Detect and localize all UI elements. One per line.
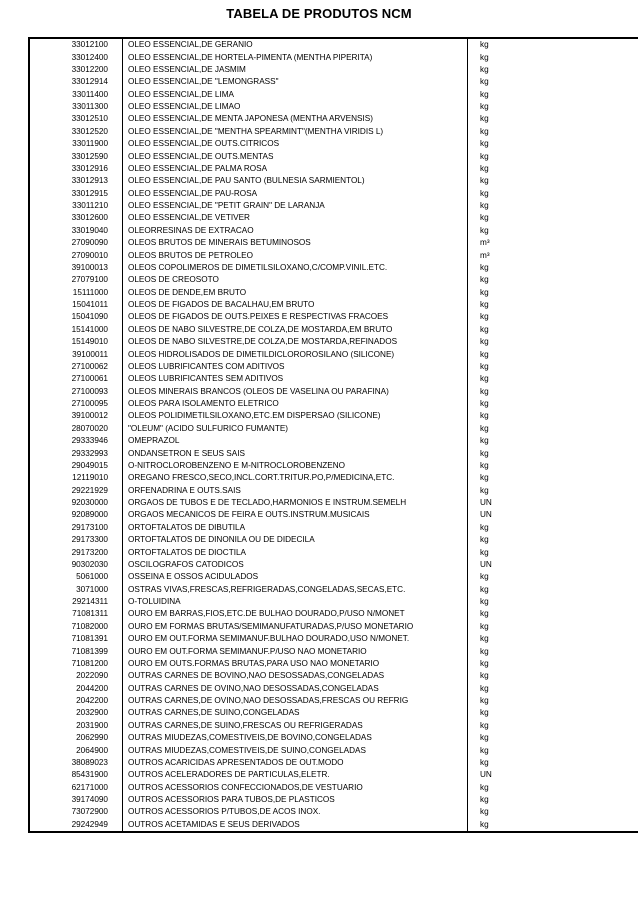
product-description: OLEO ESSENCIAL,DE "PETIT GRAIN" DE LARANJA: [123, 200, 468, 212]
product-description: OLEOS POLIDIMETILSILOXANO,ETC.EM DISPERSAO (SILICONE): [123, 410, 468, 422]
ncm-code: 38089023: [29, 757, 123, 769]
unit-of-measure: kg: [468, 398, 638, 410]
unit-of-measure: kg: [468, 546, 638, 558]
unit-of-measure: kg: [468, 101, 638, 113]
table-row: [29, 670, 638, 682]
ncm-code: 33012913: [29, 175, 123, 187]
table-row: [29, 720, 638, 732]
unit-of-measure: kg: [468, 608, 638, 620]
table-row: [29, 212, 638, 224]
table-row: [29, 237, 638, 249]
ncm-code: 62171000: [29, 782, 123, 794]
table-row: [29, 287, 638, 299]
ncm-code: 92089000: [29, 509, 123, 521]
table-row: [29, 423, 638, 435]
table-row: [29, 126, 638, 138]
table-row: [29, 794, 638, 806]
product-description: OLEOS DE FIGADOS DE BACALHAU,EM BRUTO: [123, 299, 468, 311]
ncm-code: 33012600: [29, 212, 123, 224]
product-description: OUTRAS CARNES,DE OVINO,NAO DESOSSADAS,FRESCAS OU REFRIG: [123, 695, 468, 707]
ncm-code: 33012914: [29, 76, 123, 88]
table-row: [29, 76, 638, 88]
table-row: [29, 51, 638, 63]
product-description: OLEOS COPOLIMEROS DE DIMETILSILOXANO,C/COMP.VINIL.ETC.: [123, 262, 468, 274]
unit-of-measure: kg: [468, 373, 638, 385]
unit-of-measure: kg: [468, 695, 638, 707]
unit-of-measure: kg: [468, 348, 638, 360]
product-description: OUTRAS CARNES,DE SUINO,FRESCAS OU REFRIGERADAS: [123, 720, 468, 732]
ncm-code: 27079100: [29, 274, 123, 286]
unit-of-measure: kg: [468, 670, 638, 682]
ncm-code: 71081200: [29, 658, 123, 670]
table-row: [29, 336, 638, 348]
ncm-code: 15141000: [29, 324, 123, 336]
table-row: [29, 324, 638, 336]
table-row: [29, 497, 638, 509]
ncm-code: 29333946: [29, 435, 123, 447]
unit-of-measure: kg: [468, 819, 638, 832]
product-description: OSCILOGRAFOS CATODICOS: [123, 559, 468, 571]
product-description: OLEO ESSENCIAL,DE LIMA: [123, 89, 468, 101]
product-description: OLEO ESSENCIAL,DE OUTS.CITRICOS: [123, 138, 468, 150]
ncm-code: 33011900: [29, 138, 123, 150]
ncm-code: 27100095: [29, 398, 123, 410]
ncm-code: 33012915: [29, 188, 123, 200]
table-row: [29, 571, 638, 583]
table-row: [29, 410, 638, 422]
product-description: OLEO ESSENCIAL,DE "LEMONGRASS": [123, 76, 468, 88]
table-row: [29, 89, 638, 101]
ncm-code: 71081311: [29, 608, 123, 620]
ncm-code: 27090090: [29, 237, 123, 249]
table-row: [29, 150, 638, 162]
ncm-code: 2042200: [29, 695, 123, 707]
unit-of-measure: kg: [468, 287, 638, 299]
product-description: OSTRAS VIVAS,FRESCAS,REFRIGERADAS,CONGELADAS,SECAS,ETC.: [123, 584, 468, 596]
ncm-code: 71081391: [29, 633, 123, 645]
table-row: [29, 188, 638, 200]
product-description: OLEO ESSENCIAL,DE PALMA ROSA: [123, 163, 468, 175]
unit-of-measure: kg: [468, 113, 638, 125]
ncm-code: 39100011: [29, 348, 123, 360]
table-row: [29, 645, 638, 657]
product-description: ORGAOS DE TUBOS E DE TECLADO,HARMONIOS E INSTRUM.SEMELH: [123, 497, 468, 509]
unit-of-measure: UN: [468, 559, 638, 571]
table-row: [29, 819, 638, 832]
product-description: OLEO ESSENCIAL,DE MENTA JAPONESA (MENTHA ARVENSIS): [123, 113, 468, 125]
ncm-code: 29173300: [29, 534, 123, 546]
table-row: [29, 262, 638, 274]
unit-of-measure: kg: [468, 744, 638, 756]
ncm-code: 5061000: [29, 571, 123, 583]
unit-of-measure: kg: [468, 188, 638, 200]
ncm-code: 15149010: [29, 336, 123, 348]
unit-of-measure: kg: [468, 485, 638, 497]
product-description: ORTOFTALATOS DE DIBUTILA: [123, 522, 468, 534]
ncm-code: 2064900: [29, 744, 123, 756]
unit-of-measure: m³: [468, 249, 638, 261]
product-description: OLEO ESSENCIAL,DE LIMAO: [123, 101, 468, 113]
unit-of-measure: kg: [468, 472, 638, 484]
unit-of-measure: kg: [468, 460, 638, 472]
product-description: OLEOS DE CREOSOTO: [123, 274, 468, 286]
unit-of-measure: kg: [468, 596, 638, 608]
table-row: [29, 621, 638, 633]
table-row: [29, 163, 638, 175]
table-row: [29, 200, 638, 212]
product-description: OLEOS DE NABO SILVESTRE,DE COLZA,DE MOSTARDA,REFINADOS: [123, 336, 468, 348]
product-description: OLEO ESSENCIAL,DE HORTELA-PIMENTA (MENTHA PIPERITA): [123, 51, 468, 63]
table-row: [29, 435, 638, 447]
unit-of-measure: kg: [468, 707, 638, 719]
product-description: OLEOS MINERAIS BRANCOS (OLEOS DE VASELINA OU PARAFINA): [123, 386, 468, 398]
unit-of-measure: kg: [468, 571, 638, 583]
ncm-code: 27090010: [29, 249, 123, 261]
ncm-code: 27100061: [29, 373, 123, 385]
ncm-code: 3071000: [29, 584, 123, 596]
product-description: OLEO ESSENCIAL,DE "MENTHA SPEARMINT"(MENTHA VIRIDIS L): [123, 126, 468, 138]
product-description: OUTRAS CARNES DE BOVINO,NAO DESOSSADAS,CONGELADAS: [123, 670, 468, 682]
ncm-code: 71082000: [29, 621, 123, 633]
product-description: OMEPRAZOL: [123, 435, 468, 447]
product-description: OUTROS ACESSORIOS PARA TUBOS,DE PLASTICOS: [123, 794, 468, 806]
table-row: [29, 707, 638, 719]
ncm-code: 29214311: [29, 596, 123, 608]
table-row: [29, 299, 638, 311]
table-row: [29, 757, 638, 769]
ncm-code: 33012100: [29, 38, 123, 51]
ncm-table: [28, 37, 638, 833]
unit-of-measure: kg: [468, 720, 638, 732]
table-row: [29, 249, 638, 261]
table-row: [29, 782, 638, 794]
product-description: OURO EM OUT.FORMA SEMIMANUF.P/USO NAO MONETARIO: [123, 645, 468, 657]
unit-of-measure: kg: [468, 89, 638, 101]
unit-of-measure: kg: [468, 225, 638, 237]
product-description: OLEO ESSENCIAL,DE PAU SANTO (BULNESIA SARMIENTOL): [123, 175, 468, 187]
table-row: [29, 398, 638, 410]
ncm-code: 27100093: [29, 386, 123, 398]
ncm-code: 12119010: [29, 472, 123, 484]
ncm-code: 73072900: [29, 806, 123, 818]
unit-of-measure: kg: [468, 126, 638, 138]
page-title: TABELA DE PRODUTOS NCM: [226, 6, 412, 21]
product-description: OUTROS ACARICIDAS APRESENTADOS DE OUT.MODO: [123, 757, 468, 769]
table-row: [29, 744, 638, 756]
unit-of-measure: kg: [468, 212, 638, 224]
unit-of-measure: kg: [468, 324, 638, 336]
unit-of-measure: kg: [468, 782, 638, 794]
unit-of-measure: UN: [468, 497, 638, 509]
product-description: OLEOS LUBRIFICANTES COM ADITIVOS: [123, 361, 468, 373]
unit-of-measure: kg: [468, 386, 638, 398]
table-row: [29, 522, 638, 534]
ncm-code: 29173100: [29, 522, 123, 534]
ncm-code: 33012590: [29, 150, 123, 162]
ncm-code: 39100012: [29, 410, 123, 422]
product-description: OUTROS ACESSORIOS P/TUBOS,DE ACOS INOX.: [123, 806, 468, 818]
table-row: [29, 113, 638, 125]
product-description: OLEO ESSENCIAL,DE GERANIO: [123, 38, 468, 51]
ncm-code: 29173200: [29, 546, 123, 558]
table-row: [29, 769, 638, 781]
unit-of-measure: kg: [468, 683, 638, 695]
product-description: OLEO ESSENCIAL,DE VETIVER: [123, 212, 468, 224]
table-row: [29, 460, 638, 472]
product-description: O-TOLUIDINA: [123, 596, 468, 608]
unit-of-measure: kg: [468, 584, 638, 596]
product-description: ORTOFTALATOS DE DIOCTILA: [123, 546, 468, 558]
product-description: OLEOS LUBRIFICANTES SEM ADITIVOS: [123, 373, 468, 385]
product-description: OUTRAS CARNES,DE SUINO,CONGELADAS: [123, 707, 468, 719]
product-description: OUTRAS CARNES DE OVINO,NAO DESOSSADAS,CONGELADAS: [123, 683, 468, 695]
unit-of-measure: kg: [468, 621, 638, 633]
table-row: [29, 596, 638, 608]
ncm-code: 39100013: [29, 262, 123, 274]
unit-of-measure: m³: [468, 237, 638, 249]
ncm-code: 2022090: [29, 670, 123, 682]
product-description: ORTOFTALATOS DE DINONILA OU DE DIDECILA: [123, 534, 468, 546]
product-description: OREGANO FRESCO,SECO,INCL.CORT.TRITUR.PO,P/MEDICINA,ETC.: [123, 472, 468, 484]
table-row: [29, 559, 638, 571]
product-description: OLEOS BRUTOS DE PETROLEO: [123, 249, 468, 261]
table-row: [29, 534, 638, 546]
ncm-code: 15111000: [29, 287, 123, 299]
unit-of-measure: kg: [468, 200, 638, 212]
ncm-code: 2032900: [29, 707, 123, 719]
table-row: [29, 608, 638, 620]
table-row: [29, 806, 638, 818]
table-row: [29, 311, 638, 323]
unit-of-measure: kg: [468, 410, 638, 422]
product-description: "OLEUM" (ACIDO SULFURICO FUMANTE): [123, 423, 468, 435]
unit-of-measure: kg: [468, 138, 638, 150]
unit-of-measure: kg: [468, 447, 638, 459]
ncm-code: 28070020: [29, 423, 123, 435]
ncm-code: 29242949: [29, 819, 123, 832]
table-row: [29, 509, 638, 521]
table-row: [29, 64, 638, 76]
unit-of-measure: kg: [468, 38, 638, 51]
ncm-code: 2044200: [29, 683, 123, 695]
product-description: OURO EM BARRAS,FIOS,ETC.DE BULHAO DOURADO,P/USO N/MONET: [123, 608, 468, 620]
table-row: [29, 138, 638, 150]
ncm-code: 27100062: [29, 361, 123, 373]
product-description: OLEOS HIDROLISADOS DE DIMETILDICLOROROSILANO (SILICONE): [123, 348, 468, 360]
unit-of-measure: kg: [468, 361, 638, 373]
product-description: OURO EM OUTS.FORMAS BRUTAS,PARA USO NAO MONETARIO: [123, 658, 468, 670]
product-description: ORGAOS MECANICOS DE FEIRA E OUTS.INSTRUM.MUSICAIS: [123, 509, 468, 521]
product-description: OUTRAS MIUDEZAS,COMESTIVEIS,DE SUINO,CONGELADAS: [123, 744, 468, 756]
product-description: OUTROS ACELERADORES DE PARTICULAS,ELETR.: [123, 769, 468, 781]
unit-of-measure: kg: [468, 299, 638, 311]
unit-of-measure: kg: [468, 757, 638, 769]
unit-of-measure: kg: [468, 76, 638, 88]
unit-of-measure: kg: [468, 658, 638, 670]
unit-of-measure: kg: [468, 645, 638, 657]
table-row: [29, 633, 638, 645]
product-description: OUTRAS MIUDEZAS,COMESTIVEIS,DE BOVINO,CONGELADAS: [123, 732, 468, 744]
ncm-code: 33012916: [29, 163, 123, 175]
ncm-code: 33011210: [29, 200, 123, 212]
product-description: ONDANSETRON E SEUS SAIS: [123, 447, 468, 459]
table-row: [29, 361, 638, 373]
ncm-code: 29049015: [29, 460, 123, 472]
ncm-code: 33012400: [29, 51, 123, 63]
ncm-code: 90302030: [29, 559, 123, 571]
unit-of-measure: kg: [468, 311, 638, 323]
product-description: OUTROS ACETAMIDAS E SEUS DERIVADOS: [123, 819, 468, 832]
ncm-code: 85431900: [29, 769, 123, 781]
ncm-code: 15041090: [29, 311, 123, 323]
table-row: [29, 485, 638, 497]
product-description: OLEOS DE NABO SILVESTRE,DE COLZA,DE MOSTARDA,EM BRUTO: [123, 324, 468, 336]
ncm-code: 29221929: [29, 485, 123, 497]
product-description: O-NITROCLOROBENZENO E M-NITROCLOROBENZENO: [123, 460, 468, 472]
product-description: OLEOS PARA ISOLAMENTO ELETRICO: [123, 398, 468, 410]
ncm-code: 15041011: [29, 299, 123, 311]
ncm-code: 71081399: [29, 645, 123, 657]
product-description: OLEO ESSENCIAL,DE JASMIM: [123, 64, 468, 76]
table-row: [29, 472, 638, 484]
unit-of-measure: kg: [468, 435, 638, 447]
table-row: [29, 584, 638, 596]
unit-of-measure: kg: [468, 175, 638, 187]
product-description: OURO EM OUT.FORMA SEMIMANUF.BULHAO DOURADO,USO N/MONET.: [123, 633, 468, 645]
unit-of-measure: kg: [468, 522, 638, 534]
table-row: [29, 447, 638, 459]
unit-of-measure: kg: [468, 423, 638, 435]
ncm-code: 2062990: [29, 732, 123, 744]
product-description: OLEO ESSENCIAL,DE PAU-ROSA: [123, 188, 468, 200]
table-row: [29, 373, 638, 385]
table-row: [29, 38, 638, 51]
ncm-code: 2031900: [29, 720, 123, 732]
product-description: OLEORRESINAS DE EXTRACAO: [123, 225, 468, 237]
unit-of-measure: kg: [468, 64, 638, 76]
unit-of-measure: UN: [468, 509, 638, 521]
table-row: [29, 683, 638, 695]
ncm-code: 39174090: [29, 794, 123, 806]
table-row: [29, 348, 638, 360]
unit-of-measure: kg: [468, 534, 638, 546]
unit-of-measure: kg: [468, 732, 638, 744]
unit-of-measure: kg: [468, 794, 638, 806]
ncm-code: 33012520: [29, 126, 123, 138]
unit-of-measure: kg: [468, 51, 638, 63]
unit-of-measure: kg: [468, 274, 638, 286]
ncm-code: 33012200: [29, 64, 123, 76]
product-description: OURO EM FORMAS BRUTAS/SEMIMANUFATURADAS,P/USO MONETARIO: [123, 621, 468, 633]
ncm-code: 33011400: [29, 89, 123, 101]
product-description: OUTROS ACESSORIOS CONFECCIONADOS,DE VESTUARIO: [123, 782, 468, 794]
table-row: [29, 101, 638, 113]
ncm-table-body: [29, 38, 638, 832]
table-row: [29, 658, 638, 670]
product-description: OLEOS DE DENDE,EM BRUTO: [123, 287, 468, 299]
table-row: [29, 225, 638, 237]
product-description: ORFENADRINA E OUTS.SAIS: [123, 485, 468, 497]
unit-of-measure: kg: [468, 163, 638, 175]
table-row: [29, 175, 638, 187]
product-description: OLEOS DE FIGADOS DE OUTS.PEIXES E RESPECTIVAS FRACOES: [123, 311, 468, 323]
unit-of-measure: kg: [468, 633, 638, 645]
table-row: [29, 732, 638, 744]
product-description: OSSEINA E OSSOS ACIDULADOS: [123, 571, 468, 583]
ncm-code: 29332993: [29, 447, 123, 459]
product-description: OLEO ESSENCIAL,DE OUTS.MENTAS: [123, 150, 468, 162]
ncm-code: 33019040: [29, 225, 123, 237]
unit-of-measure: kg: [468, 336, 638, 348]
unit-of-measure: kg: [468, 806, 638, 818]
unit-of-measure: kg: [468, 150, 638, 162]
table-row: [29, 546, 638, 558]
ncm-code: 92030000: [29, 497, 123, 509]
ncm-code: 33011300: [29, 101, 123, 113]
unit-of-measure: kg: [468, 262, 638, 274]
table-row: [29, 274, 638, 286]
table-row: [29, 386, 638, 398]
ncm-code: 33012510: [29, 113, 123, 125]
product-description: OLEOS BRUTOS DE MINERAIS BETUMINOSOS: [123, 237, 468, 249]
table-row: [29, 695, 638, 707]
unit-of-measure: UN: [468, 769, 638, 781]
